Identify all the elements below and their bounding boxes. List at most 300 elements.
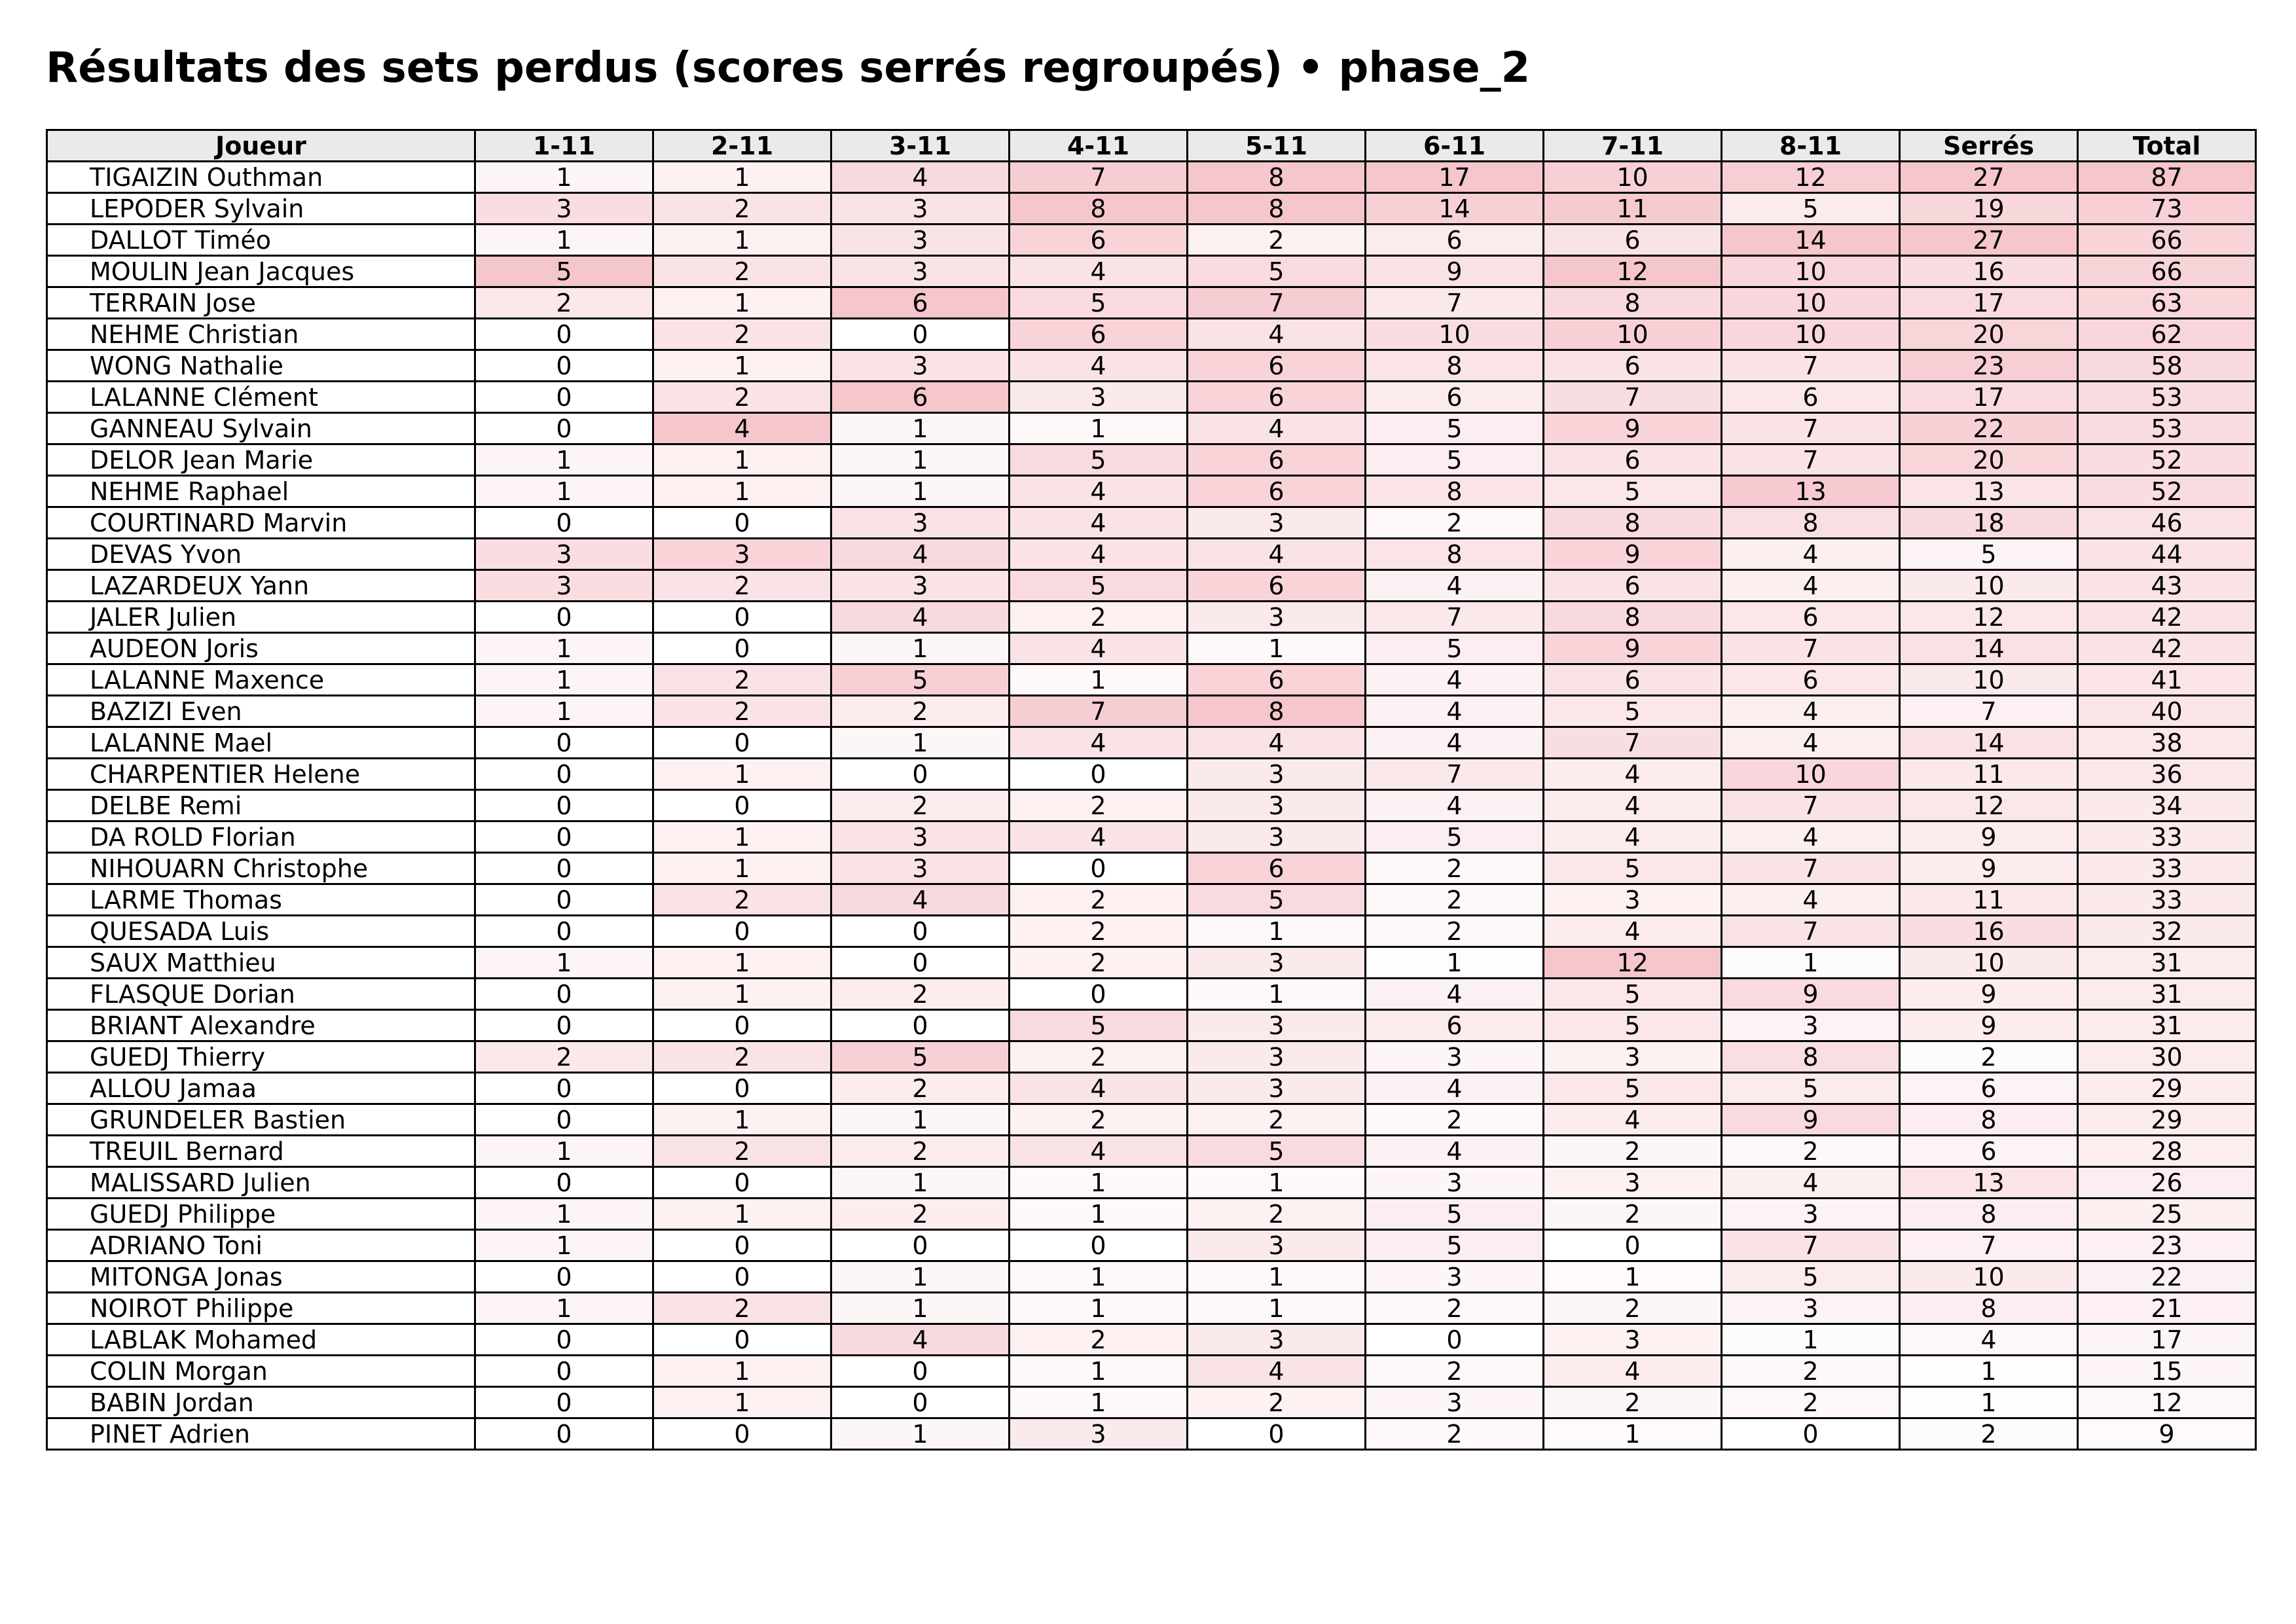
- value-cell-total: 63: [2078, 287, 2256, 319]
- value-cell-2-11: 2: [653, 664, 831, 696]
- value-cell-total: 52: [2078, 476, 2256, 507]
- results-table: [46, 129, 2257, 1451]
- value-cell-serr-s: 22: [1900, 413, 2078, 444]
- value-cell-4-11: 3: [1010, 1418, 1188, 1450]
- value-cell-5-11: 6: [1188, 664, 1366, 696]
- value-cell-2-11: 1: [653, 1387, 831, 1418]
- value-cell-4-11: 1: [1010, 664, 1188, 696]
- value-cell-4-11: 6: [1010, 319, 1188, 350]
- value-cell-1-11: 0: [475, 1104, 653, 1136]
- value-cell-1-11: 0: [475, 1356, 653, 1387]
- value-cell-serr-s: 18: [1900, 507, 2078, 539]
- value-cell-1-11: 0: [475, 1387, 653, 1418]
- value-cell-7-11: 2: [1544, 1199, 1722, 1230]
- value-cell-1-11: 0: [475, 350, 653, 382]
- value-cell-serr-s: 17: [1900, 287, 2078, 319]
- value-cell-5-11: 2: [1188, 1387, 1366, 1418]
- value-cell-5-11: 3: [1188, 759, 1366, 790]
- value-cell-1-11: 0: [475, 916, 653, 947]
- table-row: [47, 507, 2256, 539]
- value-cell-total: 12: [2078, 1387, 2256, 1418]
- value-cell-1-11: 1: [475, 947, 653, 979]
- player-name-cell: DELOR Jean Marie: [47, 444, 475, 476]
- value-cell-2-11: 0: [653, 602, 831, 633]
- value-cell-3-11: 0: [831, 759, 1010, 790]
- value-cell-6-11: 5: [1366, 1230, 1544, 1261]
- player-name-cell: LEPODER Sylvain: [47, 193, 475, 225]
- value-cell-3-11: 1: [831, 1167, 1010, 1199]
- value-cell-3-11: 3: [831, 193, 1010, 225]
- value-cell-7-11: 4: [1544, 759, 1722, 790]
- value-cell-5-11: 6: [1188, 444, 1366, 476]
- table-row: [47, 162, 2256, 193]
- value-cell-6-11: 8: [1366, 539, 1544, 570]
- value-cell-1-11: 1: [475, 664, 653, 696]
- value-cell-7-11: 5: [1544, 696, 1722, 727]
- value-cell-6-11: 6: [1366, 225, 1544, 256]
- value-cell-3-11: 1: [831, 413, 1010, 444]
- value-cell-4-11: 4: [1010, 539, 1188, 570]
- value-cell-total: 28: [2078, 1136, 2256, 1167]
- value-cell-serr-s: 5: [1900, 539, 2078, 570]
- value-cell-7-11: 5: [1544, 476, 1722, 507]
- value-cell-total: 31: [2078, 1010, 2256, 1041]
- value-cell-7-11: 10: [1544, 162, 1722, 193]
- player-name-cell: CHARPENTIER Helene: [47, 759, 475, 790]
- player-name-cell: GUEDJ Philippe: [47, 1199, 475, 1230]
- value-cell-total: 58: [2078, 350, 2256, 382]
- value-cell-1-11: 2: [475, 287, 653, 319]
- value-cell-5-11: 6: [1188, 476, 1366, 507]
- player-name-cell: ALLOU Jamaa: [47, 1073, 475, 1104]
- value-cell-6-11: 4: [1366, 727, 1544, 759]
- value-cell-8-11: 3: [1722, 1199, 1900, 1230]
- table-row: [47, 1041, 2256, 1073]
- value-cell-8-11: 7: [1722, 1230, 1900, 1261]
- player-name-cell: LALANNE Mael: [47, 727, 475, 759]
- value-cell-8-11: 4: [1722, 539, 1900, 570]
- col-header-6-11: 6-11: [1366, 130, 1544, 162]
- value-cell-3-11: 0: [831, 947, 1010, 979]
- value-cell-8-11: 1: [1722, 947, 1900, 979]
- value-cell-1-11: 0: [475, 790, 653, 821]
- value-cell-2-11: 1: [653, 287, 831, 319]
- value-cell-1-11: 2: [475, 1041, 653, 1073]
- value-cell-3-11: 0: [831, 1230, 1010, 1261]
- table-row: [47, 1010, 2256, 1041]
- value-cell-7-11: 1: [1544, 1418, 1722, 1450]
- value-cell-4-11: 7: [1010, 696, 1188, 727]
- value-cell-2-11: 2: [653, 1293, 831, 1324]
- table-row: [47, 476, 2256, 507]
- col-header-2-11: 2-11: [653, 130, 831, 162]
- value-cell-4-11: 1: [1010, 1199, 1188, 1230]
- value-cell-6-11: 7: [1366, 602, 1544, 633]
- value-cell-serr-s: 11: [1900, 884, 2078, 916]
- value-cell-serr-s: 14: [1900, 727, 2078, 759]
- player-name-cell: LABLAK Mohamed: [47, 1324, 475, 1356]
- value-cell-1-11: 3: [475, 539, 653, 570]
- value-cell-5-11: 6: [1188, 570, 1366, 602]
- value-cell-2-11: 0: [653, 1324, 831, 1356]
- value-cell-3-11: 2: [831, 1073, 1010, 1104]
- value-cell-7-11: 6: [1544, 350, 1722, 382]
- player-name-cell: JALER Julien: [47, 602, 475, 633]
- value-cell-6-11: 2: [1366, 1293, 1544, 1324]
- value-cell-8-11: 12: [1722, 162, 1900, 193]
- value-cell-5-11: 4: [1188, 413, 1366, 444]
- value-cell-3-11: 4: [831, 602, 1010, 633]
- value-cell-5-11: 1: [1188, 916, 1366, 947]
- value-cell-2-11: 1: [653, 1104, 831, 1136]
- value-cell-1-11: 0: [475, 853, 653, 884]
- value-cell-5-11: 8: [1188, 696, 1366, 727]
- value-cell-7-11: 3: [1544, 1041, 1722, 1073]
- value-cell-2-11: 0: [653, 790, 831, 821]
- value-cell-3-11: 6: [831, 382, 1010, 413]
- value-cell-2-11: 1: [653, 979, 831, 1010]
- player-name-cell: SAUX Matthieu: [47, 947, 475, 979]
- value-cell-7-11: 4: [1544, 790, 1722, 821]
- value-cell-3-11: 0: [831, 1010, 1010, 1041]
- value-cell-serr-s: 20: [1900, 444, 2078, 476]
- value-cell-2-11: 0: [653, 1010, 831, 1041]
- value-cell-2-11: 0: [653, 1261, 831, 1293]
- value-cell-7-11: 2: [1544, 1387, 1722, 1418]
- table-row: [47, 821, 2256, 853]
- value-cell-serr-s: 10: [1900, 664, 2078, 696]
- value-cell-3-11: 2: [831, 1136, 1010, 1167]
- table-row: [47, 350, 2256, 382]
- player-name-cell: COURTINARD Marvin: [47, 507, 475, 539]
- value-cell-6-11: 3: [1366, 1041, 1544, 1073]
- value-cell-total: 31: [2078, 979, 2256, 1010]
- value-cell-7-11: 8: [1544, 287, 1722, 319]
- value-cell-serr-s: 10: [1900, 570, 2078, 602]
- value-cell-1-11: 0: [475, 1324, 653, 1356]
- value-cell-total: 42: [2078, 602, 2256, 633]
- value-cell-3-11: 3: [831, 256, 1010, 287]
- value-cell-4-11: 1: [1010, 1261, 1188, 1293]
- value-cell-8-11: 4: [1722, 570, 1900, 602]
- value-cell-5-11: 1: [1188, 633, 1366, 664]
- value-cell-serr-s: 4: [1900, 1324, 2078, 1356]
- value-cell-8-11: 7: [1722, 790, 1900, 821]
- value-cell-6-11: 14: [1366, 193, 1544, 225]
- value-cell-serr-s: 11: [1900, 759, 2078, 790]
- value-cell-2-11: 2: [653, 319, 831, 350]
- value-cell-6-11: 4: [1366, 696, 1544, 727]
- value-cell-6-11: 0: [1366, 1324, 1544, 1356]
- player-name-cell: TERRAIN Jose: [47, 287, 475, 319]
- table-row: [47, 727, 2256, 759]
- value-cell-5-11: 6: [1188, 853, 1366, 884]
- value-cell-total: 46: [2078, 507, 2256, 539]
- value-cell-3-11: 5: [831, 1041, 1010, 1073]
- value-cell-7-11: 12: [1544, 256, 1722, 287]
- value-cell-2-11: 2: [653, 570, 831, 602]
- value-cell-3-11: 0: [831, 319, 1010, 350]
- value-cell-3-11: 1: [831, 1418, 1010, 1450]
- value-cell-total: 30: [2078, 1041, 2256, 1073]
- value-cell-1-11: 0: [475, 1167, 653, 1199]
- value-cell-serr-s: 9: [1900, 1010, 2078, 1041]
- value-cell-2-11: 0: [653, 633, 831, 664]
- value-cell-7-11: 8: [1544, 507, 1722, 539]
- value-cell-7-11: 7: [1544, 382, 1722, 413]
- value-cell-1-11: 3: [475, 193, 653, 225]
- value-cell-7-11: 6: [1544, 444, 1722, 476]
- value-cell-7-11: 4: [1544, 916, 1722, 947]
- player-name-cell: QUESADA Luis: [47, 916, 475, 947]
- value-cell-8-11: 10: [1722, 256, 1900, 287]
- value-cell-7-11: 4: [1544, 821, 1722, 853]
- table-row: [47, 1073, 2256, 1104]
- value-cell-3-11: 4: [831, 1324, 1010, 1356]
- value-cell-5-11: 5: [1188, 884, 1366, 916]
- value-cell-8-11: 4: [1722, 696, 1900, 727]
- value-cell-1-11: 0: [475, 602, 653, 633]
- value-cell-4-11: 5: [1010, 287, 1188, 319]
- value-cell-2-11: 2: [653, 193, 831, 225]
- value-cell-serr-s: 9: [1900, 821, 2078, 853]
- value-cell-total: 9: [2078, 1418, 2256, 1450]
- player-name-cell: ADRIANO Toni: [47, 1230, 475, 1261]
- player-name-cell: DEVAS Yvon: [47, 539, 475, 570]
- value-cell-5-11: 4: [1188, 1356, 1366, 1387]
- value-cell-5-11: 3: [1188, 947, 1366, 979]
- value-cell-8-11: 7: [1722, 413, 1900, 444]
- value-cell-total: 66: [2078, 225, 2256, 256]
- value-cell-4-11: 5: [1010, 570, 1188, 602]
- value-cell-2-11: 1: [653, 853, 831, 884]
- player-name-cell: LARME Thomas: [47, 884, 475, 916]
- value-cell-8-11: 2: [1722, 1356, 1900, 1387]
- value-cell-total: 21: [2078, 1293, 2256, 1324]
- value-cell-6-11: 3: [1366, 1261, 1544, 1293]
- value-cell-7-11: 6: [1544, 664, 1722, 696]
- player-name-cell: NEHME Christian: [47, 319, 475, 350]
- value-cell-total: 40: [2078, 696, 2256, 727]
- table-row: [47, 947, 2256, 979]
- col-header-1-11: 1-11: [475, 130, 653, 162]
- value-cell-2-11: 2: [653, 382, 831, 413]
- table-row: [47, 602, 2256, 633]
- value-cell-7-11: 3: [1544, 884, 1722, 916]
- value-cell-total: 62: [2078, 319, 2256, 350]
- value-cell-4-11: 4: [1010, 350, 1188, 382]
- value-cell-6-11: 3: [1366, 1167, 1544, 1199]
- value-cell-3-11: 4: [831, 162, 1010, 193]
- value-cell-serr-s: 8: [1900, 1199, 2078, 1230]
- value-cell-6-11: 4: [1366, 979, 1544, 1010]
- value-cell-serr-s: 1: [1900, 1387, 2078, 1418]
- value-cell-8-11: 6: [1722, 602, 1900, 633]
- value-cell-8-11: 5: [1722, 1261, 1900, 1293]
- value-cell-total: 87: [2078, 162, 2256, 193]
- value-cell-6-11: 7: [1366, 759, 1544, 790]
- value-cell-serr-s: 8: [1900, 1293, 2078, 1324]
- value-cell-total: 52: [2078, 444, 2256, 476]
- value-cell-total: 32: [2078, 916, 2256, 947]
- value-cell-8-11: 10: [1722, 319, 1900, 350]
- value-cell-5-11: 1: [1188, 1261, 1366, 1293]
- player-name-cell: FLASQUE Dorian: [47, 979, 475, 1010]
- value-cell-4-11: 2: [1010, 947, 1188, 979]
- value-cell-total: 53: [2078, 382, 2256, 413]
- value-cell-1-11: 0: [475, 1261, 653, 1293]
- value-cell-5-11: 1: [1188, 1167, 1366, 1199]
- value-cell-5-11: 3: [1188, 1073, 1366, 1104]
- table-row: [47, 979, 2256, 1010]
- value-cell-1-11: 0: [475, 759, 653, 790]
- value-cell-serr-s: 20: [1900, 319, 2078, 350]
- value-cell-1-11: 1: [475, 1199, 653, 1230]
- value-cell-1-11: 3: [475, 570, 653, 602]
- value-cell-total: 33: [2078, 853, 2256, 884]
- value-cell-5-11: 3: [1188, 790, 1366, 821]
- value-cell-3-11: 3: [831, 821, 1010, 853]
- value-cell-total: 22: [2078, 1261, 2256, 1293]
- value-cell-4-11: 1: [1010, 1356, 1188, 1387]
- value-cell-serr-s: 12: [1900, 602, 2078, 633]
- value-cell-total: 23: [2078, 1230, 2256, 1261]
- value-cell-3-11: 4: [831, 884, 1010, 916]
- value-cell-7-11: 9: [1544, 539, 1722, 570]
- table-row: [47, 413, 2256, 444]
- value-cell-1-11: 1: [475, 1293, 653, 1324]
- value-cell-total: 15: [2078, 1356, 2256, 1387]
- table-row: [47, 1324, 2256, 1356]
- value-cell-serr-s: 17: [1900, 382, 2078, 413]
- value-cell-3-11: 1: [831, 727, 1010, 759]
- value-cell-5-11: 3: [1188, 602, 1366, 633]
- value-cell-serr-s: 7: [1900, 696, 2078, 727]
- value-cell-2-11: 1: [653, 1199, 831, 1230]
- value-cell-2-11: 0: [653, 1073, 831, 1104]
- value-cell-2-11: 2: [653, 256, 831, 287]
- table-row: [47, 1136, 2256, 1167]
- table-row: [47, 884, 2256, 916]
- value-cell-4-11: 2: [1010, 916, 1188, 947]
- table-row: [47, 287, 2256, 319]
- value-cell-total: 33: [2078, 884, 2256, 916]
- value-cell-total: 66: [2078, 256, 2256, 287]
- value-cell-2-11: 0: [653, 1418, 831, 1450]
- value-cell-7-11: 3: [1544, 1324, 1722, 1356]
- value-cell-6-11: 5: [1366, 1199, 1544, 1230]
- value-cell-serr-s: 14: [1900, 633, 2078, 664]
- value-cell-total: 34: [2078, 790, 2256, 821]
- value-cell-serr-s: 1: [1900, 1356, 2078, 1387]
- value-cell-8-11: 0: [1722, 1418, 1900, 1450]
- value-cell-1-11: 0: [475, 319, 653, 350]
- value-cell-5-11: 4: [1188, 319, 1366, 350]
- value-cell-8-11: 7: [1722, 633, 1900, 664]
- table-row: [47, 539, 2256, 570]
- value-cell-total: 43: [2078, 570, 2256, 602]
- chart-title: Résultats des sets perdus (scores serrés regroupés) • phase_2: [46, 44, 1531, 92]
- value-cell-serr-s: 13: [1900, 476, 2078, 507]
- value-cell-8-11: 1: [1722, 1324, 1900, 1356]
- value-cell-7-11: 2: [1544, 1293, 1722, 1324]
- value-cell-serr-s: 8: [1900, 1104, 2078, 1136]
- value-cell-5-11: 4: [1188, 727, 1366, 759]
- value-cell-8-11: 7: [1722, 853, 1900, 884]
- value-cell-1-11: 5: [475, 256, 653, 287]
- value-cell-2-11: 1: [653, 350, 831, 382]
- value-cell-4-11: 4: [1010, 633, 1188, 664]
- value-cell-total: 44: [2078, 539, 2256, 570]
- table-row: [47, 759, 2256, 790]
- value-cell-2-11: 2: [653, 884, 831, 916]
- value-cell-serr-s: 27: [1900, 225, 2078, 256]
- value-cell-3-11: 2: [831, 1199, 1010, 1230]
- table-row: [47, 1167, 2256, 1199]
- value-cell-4-11: 5: [1010, 444, 1188, 476]
- player-name-cell: NOIROT Philippe: [47, 1293, 475, 1324]
- value-cell-total: 38: [2078, 727, 2256, 759]
- value-cell-4-11: 2: [1010, 884, 1188, 916]
- value-cell-6-11: 4: [1366, 790, 1544, 821]
- value-cell-2-11: 4: [653, 413, 831, 444]
- value-cell-1-11: 1: [475, 225, 653, 256]
- player-name-cell: MALISSARD Julien: [47, 1167, 475, 1199]
- value-cell-3-11: 2: [831, 696, 1010, 727]
- value-cell-5-11: 3: [1188, 1041, 1366, 1073]
- value-cell-total: 25: [2078, 1199, 2256, 1230]
- player-name-cell: GUEDJ Thierry: [47, 1041, 475, 1073]
- value-cell-7-11: 9: [1544, 633, 1722, 664]
- value-cell-6-11: 2: [1366, 507, 1544, 539]
- player-name-cell: TIGAIZIN Outhman: [47, 162, 475, 193]
- value-cell-2-11: 0: [653, 1230, 831, 1261]
- value-cell-1-11: 0: [475, 979, 653, 1010]
- value-cell-5-11: 5: [1188, 256, 1366, 287]
- value-cell-7-11: 6: [1544, 225, 1722, 256]
- value-cell-5-11: 2: [1188, 1199, 1366, 1230]
- value-cell-8-11: 6: [1722, 382, 1900, 413]
- value-cell-serr-s: 2: [1900, 1041, 2078, 1073]
- value-cell-3-11: 5: [831, 664, 1010, 696]
- value-cell-5-11: 1: [1188, 1293, 1366, 1324]
- value-cell-6-11: 8: [1366, 350, 1544, 382]
- table-row: [47, 1356, 2256, 1387]
- value-cell-total: 53: [2078, 413, 2256, 444]
- value-cell-2-11: 1: [653, 444, 831, 476]
- player-name-cell: WONG Nathalie: [47, 350, 475, 382]
- value-cell-7-11: 2: [1544, 1136, 1722, 1167]
- value-cell-1-11: 1: [475, 162, 653, 193]
- value-cell-serr-s: 27: [1900, 162, 2078, 193]
- value-cell-4-11: 4: [1010, 256, 1188, 287]
- value-cell-7-11: 7: [1544, 727, 1722, 759]
- table-row: [47, 633, 2256, 664]
- player-name-cell: NIHOUARN Christophe: [47, 853, 475, 884]
- value-cell-1-11: 1: [475, 476, 653, 507]
- value-cell-6-11: 4: [1366, 664, 1544, 696]
- value-cell-serr-s: 7: [1900, 1230, 2078, 1261]
- value-cell-5-11: 6: [1188, 382, 1366, 413]
- table-row: [47, 1418, 2256, 1450]
- table-row: [47, 790, 2256, 821]
- value-cell-serr-s: 12: [1900, 790, 2078, 821]
- value-cell-3-11: 1: [831, 1104, 1010, 1136]
- player-name-cell: DA ROLD Florian: [47, 821, 475, 853]
- value-cell-1-11: 1: [475, 1230, 653, 1261]
- value-cell-8-11: 3: [1722, 1010, 1900, 1041]
- player-name-cell: MITONGA Jonas: [47, 1261, 475, 1293]
